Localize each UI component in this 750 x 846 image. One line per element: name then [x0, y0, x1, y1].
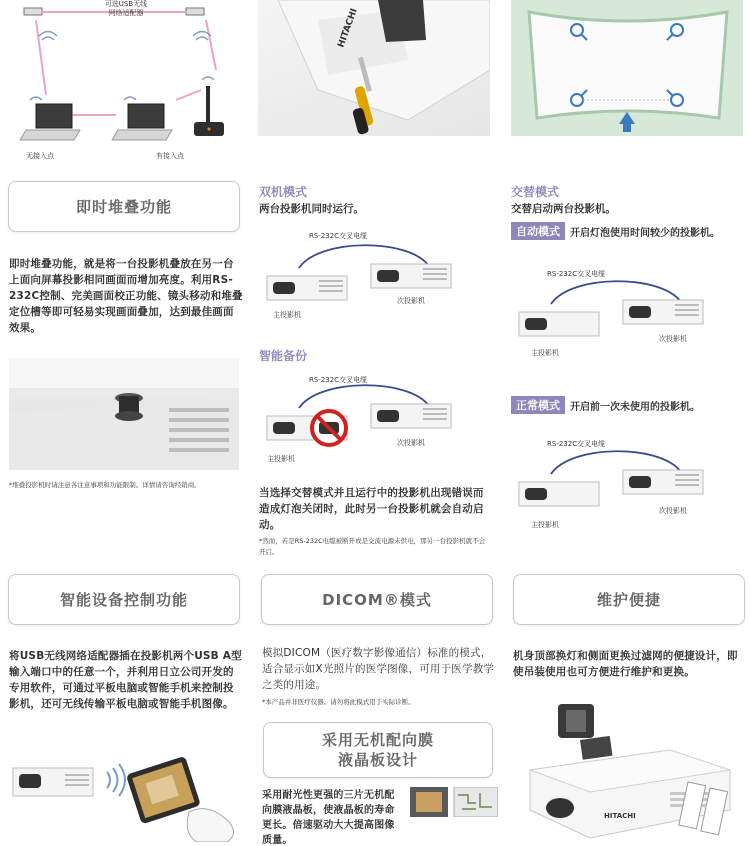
device-control-title-box: [8, 574, 240, 625]
svg-text:HITACHI: HITACHI: [336, 7, 360, 50]
backup-body: 当选择交替模式并且运行中的投影机出现错误而造成灯泡关闭时，此时另一台投影机就会自动启动。: [259, 487, 484, 531]
normal-mode-text: 开启前一次未使用的投影机。: [570, 401, 700, 413]
lcd-title: 采用无机配向膜 液晶板设计: [321, 731, 434, 769]
lcd-body: 采用耐光性更强的三片无机配向膜液晶板，使液晶板的寿命更长。倍速驱动大大提高图像质量。: [262, 790, 395, 846]
dicom-footnote: *本产品并非医疗仪器。请勿将此模式用于实际诊断。: [262, 698, 415, 706]
maintenance-photo: [520, 700, 746, 842]
tablet-control-photo: [9, 752, 245, 842]
dual-diagram: [259, 228, 491, 328]
backup-diagram: [259, 370, 491, 470]
backup-heading: 智能备份: [259, 349, 308, 363]
dual-heading: 双机模式: [259, 185, 308, 199]
prohibited-icon: [312, 411, 346, 445]
lcd-panel-images: [410, 787, 498, 817]
backup-footnote: *然而，若是RS-232C电缆被断开或是交流电源未供电，那另一台投影机就不会开启。: [259, 537, 486, 556]
wireless-label: 无接入点: [26, 152, 54, 160]
dual-sub-label: 次投影机: [397, 297, 425, 305]
backup-sub-label: 次投影机: [397, 439, 425, 447]
dual-subheading: 两台投影机同时运行。: [259, 203, 364, 215]
maintenance-title: 维护便捷: [596, 590, 661, 609]
dual-cable-label: RS-232C交叉电缆: [309, 232, 368, 240]
auto-sub-label: 次投影机: [659, 335, 687, 343]
normal-cable-label: RS-232C交叉电缆: [547, 440, 606, 448]
wired-label: 有接入点: [156, 152, 184, 160]
maintenance-title-box: [513, 574, 745, 625]
auto-mode-diagram: [511, 264, 743, 364]
maintenance-body: 机身顶部换灯和侧面更换过滤网的便捷设计，即使吊装使用也可方便进行维护和更换。: [513, 650, 738, 678]
stack-footnote: *堆叠投影机时请注意各注意事项和功能限制。详情请咨询经销商。: [9, 481, 201, 489]
svg-text:HITACHI: HITACHI: [604, 812, 636, 820]
stack-body: 即时堆叠功能，就是将一台投影机叠放在另一台上面向屏幕投影相同画面而增加亮度。利用RS-232C控制、完美画面校正功能、镜头移动和堆叠定位槽等即可轻易实现画面叠加，达到最佳画面效果。: [9, 258, 243, 334]
auto-cable-label: RS-232C交叉电缆: [547, 270, 606, 278]
normal-main-label: 主投影机: [531, 521, 559, 529]
normal-mode-diagram: [511, 434, 743, 534]
alternate-subheading: 交替启动两台投影机。: [511, 203, 616, 215]
normal-mode-line: [511, 396, 747, 414]
stacking-slot-photo: [9, 358, 239, 470]
dicom-title-box: [261, 574, 493, 625]
auto-main-label: 主投影机: [531, 349, 559, 357]
auto-mode-line: [511, 222, 747, 240]
backup-main-label: 主投影机: [267, 455, 295, 463]
network-diagram: [6, 0, 246, 168]
device-control-title: 智能设备控制功能: [59, 590, 188, 609]
normal-mode-tag: 正常模式: [511, 396, 565, 414]
device-control-body: 将USB无线网络适配器插在投影机两个USB A型输入端口中的任意一个，并利用日立公司开发的专用软件，可通过平板电脑或智能手机来控制投影机，还可无线传输平板电脑或智能手机图像。: [9, 650, 242, 710]
lcd-title-box: [263, 722, 493, 778]
geometry-correction-photo: [511, 0, 743, 136]
alternate-heading: 交替模式: [511, 185, 560, 199]
backup-cable-label: RS-232C交叉电缆: [309, 376, 368, 384]
stack-title: 即时堆叠功能: [75, 197, 172, 216]
auto-mode-tag: 自动模式: [511, 222, 565, 240]
normal-sub-label: 次投影机: [659, 507, 687, 515]
adapter-label: 可选USB无线 网络适配器: [104, 0, 148, 17]
dual-main-label: 主投影机: [273, 311, 301, 319]
lens-adjust-photo: [258, 0, 490, 136]
dicom-title: DICOM®模式: [322, 590, 432, 609]
dicom-body: 模拟DICOM（医疗数字影像通信）标准的模式，适合显示如X光照片的医学图像，可用于医学教学之类的用途。: [262, 647, 495, 691]
auto-mode-text: 开启灯泡使用时间较少的投影机。: [570, 227, 720, 239]
stack-title-box: [8, 181, 240, 232]
